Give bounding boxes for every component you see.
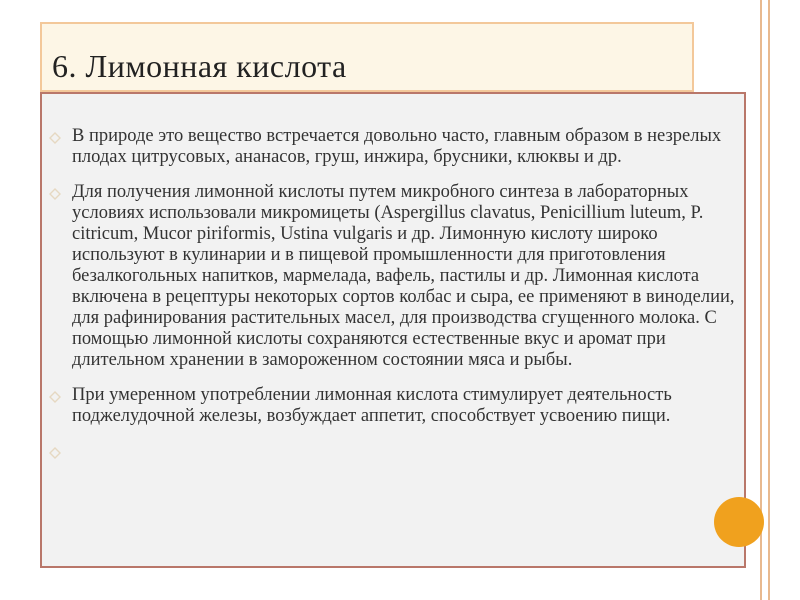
list-item [42, 385, 744, 427]
hollow-diamond-icon [48, 131, 62, 145]
bullet-text: В природе это вещество встречается довольно часто, главным образом в незрелых плодах цитрусовых, ананасов, груш, инжира, брусники, клюквы и др. [72, 126, 722, 167]
bullet-text: Для получения лимонной кислоты путем микробного синтеза в лабораторных условиях использовали микромицеты (Aspergillus clavatus, Penicillium luteum, P. citricum, Mucor piriformis, Ustina vulgaris и др. Лимонную кислоту широко используют в кулинарии и в пищевой промышленности для приготовления безалкогольных напитков, мармелада, вафель, пастилы и др. Лимонная кислота включена в рецептуры некоторых сортов колбас и сыра, ее применяют в виноделии, для рафинирования растительных масел, для производства сгущенного молока. С помощью лимонной кислоты сохраняются естественные вкус и аромат при длительном хранении в замороженном состоянии мяса и рыбы. [72, 182, 735, 370]
hollow-diamond-icon [48, 187, 62, 201]
slide-title: 6. Лимонная кислота [52, 48, 347, 84]
content-box [40, 92, 746, 568]
bullet-list [42, 126, 744, 441]
hollow-diamond-icon [48, 446, 62, 460]
list-item [42, 182, 744, 371]
title-box [40, 22, 694, 92]
decorative-circle [714, 497, 764, 547]
list-item [42, 126, 744, 168]
decorative-stripe [768, 0, 770, 600]
bullet-text: При умеренном употреблении лимонная кислота стимулирует деятельность поджелудочной железы, возбуждает аппетит, способствует усвоению пищи. [72, 385, 672, 426]
hollow-diamond-icon [48, 390, 62, 404]
